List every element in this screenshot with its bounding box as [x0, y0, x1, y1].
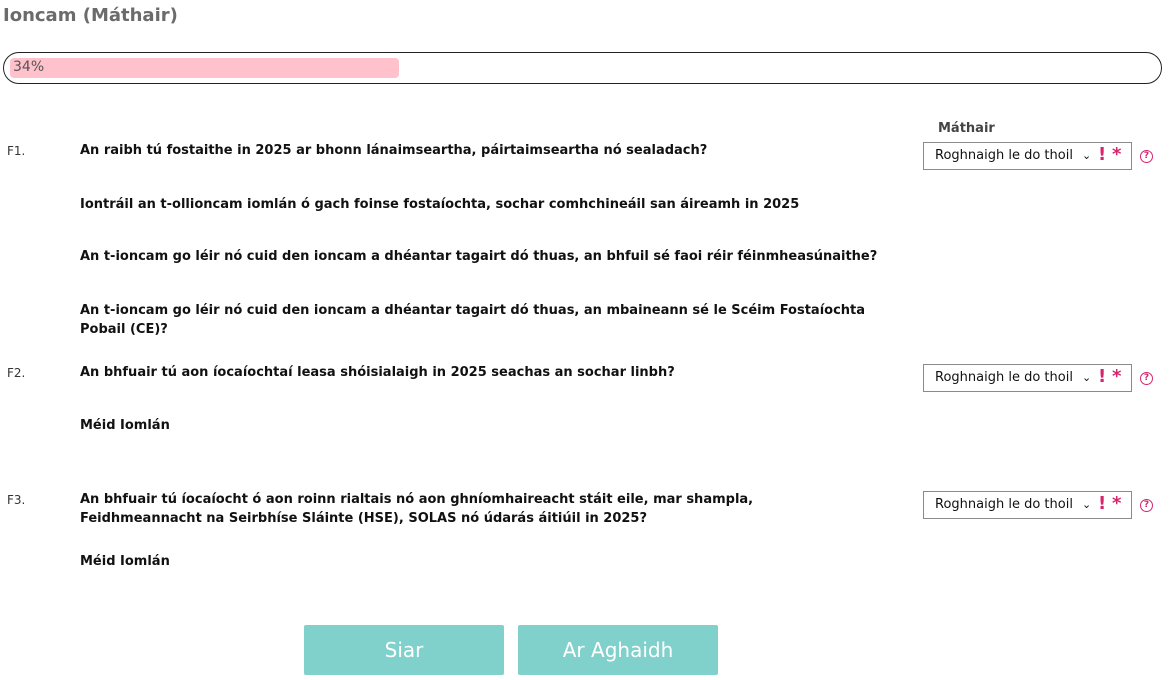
question-text: An t-ioncam go léir nó cuid den ioncam a dhéantar tagairt dó thuas, an bhfuil sé faoi réir féinmheasúnaithe?	[80, 249, 878, 264]
progress-bar	[3, 52, 1162, 84]
select-value: Roghnaigh le do thoil	[935, 497, 1073, 512]
help-circle-icon[interactable]: ?	[1140, 150, 1153, 163]
exclamation-icon: !	[1098, 144, 1107, 165]
page-title: Ioncam (Máthair)	[3, 5, 178, 26]
question-text: Méid Iomlán	[80, 418, 170, 433]
asterisk-icon: *	[1112, 493, 1122, 514]
progress-label: 34%	[13, 59, 45, 75]
question-number: F1.	[7, 144, 26, 158]
question-text: An bhfuair tú aon íocaíochtaí leasa shóisialaigh in 2025 seachas an sochar linbh?	[80, 365, 675, 380]
question-text: An bhfuair tú íocaíocht ó aon roinn rialtais nó aon ghníomhaireacht stáit eile, mar shampla, Feidhmeannacht na Seirbhíse Sláinte (HSE), SOLAS nó údarás áitiúil in 2025?	[80, 492, 754, 526]
select-value: Roghnaigh le do thoil	[935, 148, 1073, 163]
question-text: An t-ioncam go léir nó cuid den ioncam a dhéantar tagairt dó thuas, an mbaineann sé le Scéim Fostaíochta Pobail (CE)?	[80, 303, 866, 337]
select-value: Roghnaigh le do thoil	[935, 370, 1073, 385]
question-number: F3.	[7, 493, 26, 507]
exclamation-icon: !	[1098, 366, 1107, 387]
chevron-down-icon: ⌄	[1082, 498, 1092, 511]
column-header-mathair: Máthair	[938, 121, 995, 136]
question-text: An raibh tú fostaithe in 2025 ar bhonn lánaimseartha, páirtaimseartha nó sealadach?	[80, 143, 708, 158]
next-button[interactable]: Ar Aghaidh	[518, 625, 718, 675]
chevron-down-icon: ⌄	[1082, 149, 1092, 162]
back-button[interactable]: Siar	[304, 625, 504, 675]
help-circle-icon[interactable]: ?	[1140, 372, 1153, 385]
question-text: Méid Iomlán	[80, 554, 170, 569]
question-text: Iontráil an t-ollioncam iomlán ó gach foinse fostaíochta, sochar comhchineáil san áireamh in 2025	[80, 197, 800, 212]
progress-fill	[10, 58, 399, 78]
help-circle-icon[interactable]: ?	[1140, 499, 1153, 512]
asterisk-icon: *	[1112, 366, 1122, 387]
answer-select[interactable]	[923, 142, 1132, 170]
chevron-down-icon: ⌄	[1082, 371, 1092, 384]
answer-select[interactable]	[923, 364, 1132, 392]
asterisk-icon: *	[1112, 144, 1122, 165]
question-number: F2.	[7, 366, 26, 380]
answer-select[interactable]	[923, 491, 1132, 519]
exclamation-icon: !	[1098, 493, 1107, 514]
